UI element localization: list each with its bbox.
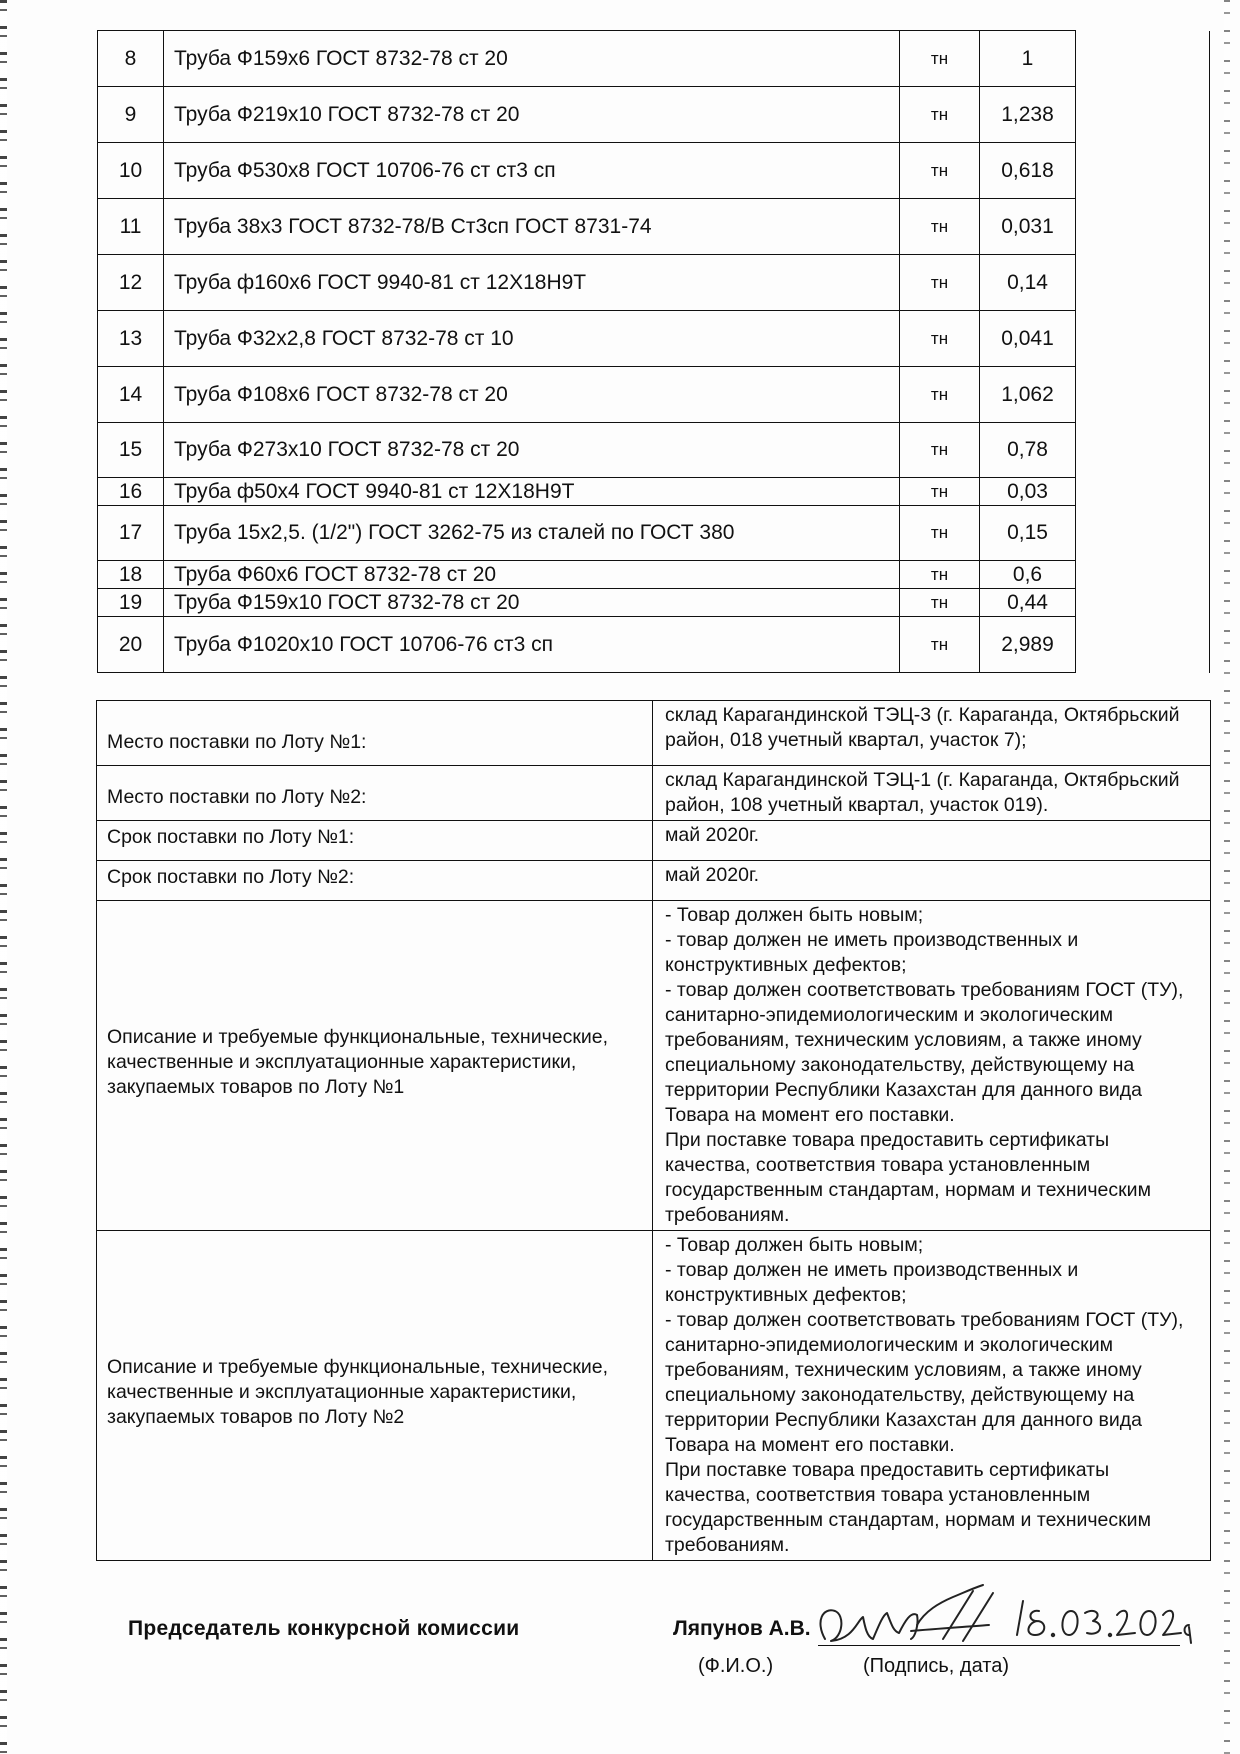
empty-cell <box>1076 87 1210 143</box>
req-standards: - товар должен соответствовать требованиям ГОСТ (ТУ), санитарно-эпидемиологическим и экологическим требованиям, техническим условиям, а также иному специальному законодательству, действующему на территории Республики Казахстан для данного вида Товара на момент его поставки. <box>665 1309 1184 1456</box>
item-name: Труба Ф108х6 ГОСТ 8732-78 ст 20 <box>164 367 900 423</box>
term-lot1-label: Срок поставки по Лоту №1: <box>97 821 653 861</box>
table-row <box>98 31 1210 87</box>
item-quantity: 2,989 <box>980 617 1076 673</box>
scan-edge-right <box>1224 0 1230 1754</box>
empty-cell <box>1076 617 1210 673</box>
table-row <box>98 561 1210 589</box>
item-unit: тн <box>900 561 980 589</box>
item-quantity: 0,618 <box>980 143 1076 199</box>
item-unit: тн <box>900 506 980 561</box>
table-row <box>98 617 1210 673</box>
item-quantity: 0,041 <box>980 311 1076 367</box>
item-number: 18 <box>98 561 164 589</box>
place-lot2-value: склад Карагандинской ТЭЦ-1 (г. Караганда, Октябрьский район, 108 учетный квартал, участок 019). <box>653 766 1211 821</box>
desc-lot2-row <box>97 1231 1211 1561</box>
item-number: 15 <box>98 423 164 478</box>
item-quantity: 0,6 <box>980 561 1076 589</box>
item-name: Труба ф160х6 ГОСТ 9940-81 ст 12Х18Н9Т <box>164 255 900 311</box>
item-number: 11 <box>98 199 164 255</box>
desc-lot1-requirements <box>653 901 1211 1231</box>
empty-cell <box>1076 561 1210 589</box>
empty-cell <box>1076 506 1210 561</box>
scan-edge-left <box>0 0 7 1754</box>
chair-name: Ляпунов А.В. <box>673 1617 811 1640</box>
table-row <box>98 87 1210 143</box>
item-unit: тн <box>900 423 980 478</box>
item-number: 17 <box>98 506 164 561</box>
desc-lot1-label: Описание и требуемые функциональные, технические, качественные и эксплуатационные характеристики, закупаемых товаров по Лоту №1 <box>97 901 653 1231</box>
place-lot1-value: склад Карагандинской ТЭЦ-3 (г. Караганда, Октябрьский район, 018 учетный квартал, участок 7); <box>653 701 1211 766</box>
item-name: Труба Ф273х10 ГОСТ 8732-78 ст 20 <box>164 423 900 478</box>
empty-cell <box>1076 589 1210 617</box>
empty-cell <box>1076 478 1210 506</box>
place-lot1-row <box>97 701 1211 766</box>
item-quantity: 0,44 <box>980 589 1076 617</box>
item-number: 10 <box>98 143 164 199</box>
item-number: 19 <box>98 589 164 617</box>
table-row <box>98 367 1210 423</box>
item-quantity: 1,238 <box>980 87 1076 143</box>
table-row <box>98 589 1210 617</box>
req-defects: - товар должен не иметь производственных и конструктивных дефектов; <box>665 1259 1079 1306</box>
commission-chair-title: Председатель конкурсной комиссии <box>128 1617 520 1640</box>
item-name: Труба Ф32х2,8 ГОСТ 8732-78 ст 10 <box>164 311 900 367</box>
item-name: Труба ф50х4 ГОСТ 9940-81 ст 12Х18Н9Т <box>164 478 900 506</box>
table-row <box>98 311 1210 367</box>
item-quantity: 0,14 <box>980 255 1076 311</box>
item-unit: тн <box>900 617 980 673</box>
table-row <box>98 255 1210 311</box>
empty-cell <box>1076 367 1210 423</box>
place-lot2-label: Место поставки по Лоту №2: <box>97 766 653 821</box>
table-row <box>98 423 1210 478</box>
item-quantity: 0,15 <box>980 506 1076 561</box>
item-number: 13 <box>98 311 164 367</box>
item-number: 12 <box>98 255 164 311</box>
delivery-conditions-table <box>96 700 1211 1561</box>
item-number: 8 <box>98 31 164 87</box>
item-unit: тн <box>900 367 980 423</box>
item-quantity: 0,03 <box>980 478 1076 506</box>
item-unit: тн <box>900 255 980 311</box>
place-lot2-row <box>97 766 1211 821</box>
item-name: Труба Ф219х10 ГОСТ 8732-78 ст 20 <box>164 87 900 143</box>
signature-block <box>128 1605 1218 1695</box>
item-unit: тн <box>900 87 980 143</box>
item-unit: тн <box>900 199 980 255</box>
req-new: - Товар должен быть новым; <box>665 904 924 926</box>
term-lot2-label: Срок поставки по Лоту №2: <box>97 861 653 901</box>
item-unit: тн <box>900 311 980 367</box>
empty-cell <box>1076 311 1210 367</box>
item-quantity: 0,78 <box>980 423 1076 478</box>
req-certs: При поставке товара предоставить сертификаты качества, соответствия товара установленным государственным стандартам, нормам и техническим требованиям. <box>665 1129 1151 1226</box>
desc-lot1-row <box>97 901 1211 1231</box>
desc-lot2-requirements <box>653 1231 1211 1561</box>
item-name: Труба 38х3 ГОСТ 8732-78/В Ст3сп ГОСТ 8731-74 <box>164 199 900 255</box>
table-row <box>98 199 1210 255</box>
item-name: Труба Ф1020х10 ГОСТ 10706-76 ст3 сп <box>164 617 900 673</box>
place-lot1-label: Место поставки по Лоту №1: <box>97 701 653 766</box>
req-new: - Товар должен быть новым; <box>665 1234 924 1256</box>
item-unit: тн <box>900 478 980 506</box>
empty-cell <box>1076 255 1210 311</box>
handwritten-signature-and-date <box>813 1581 1193 1651</box>
req-certs: При поставке товара предоставить сертификаты качества, соответствия товара установленным государственным стандартам, нормам и техническим требованиям. <box>665 1459 1151 1556</box>
item-quantity: 1 <box>980 31 1076 87</box>
table-row <box>98 143 1210 199</box>
item-name: Труба 15х2,5. (1/2") ГОСТ 3262-75 из сталей по ГОСТ 380 <box>164 506 900 561</box>
term-lot1-value: май 2020г. <box>653 821 1211 861</box>
term-lot1-row <box>97 821 1211 861</box>
item-quantity: 0,031 <box>980 199 1076 255</box>
table-row <box>98 478 1210 506</box>
signature-caption: (Подпись, дата) <box>863 1655 1009 1677</box>
empty-cell <box>1076 31 1210 87</box>
item-name: Труба Ф159х6 ГОСТ 8732-78 ст 20 <box>164 31 900 87</box>
empty-cell <box>1076 423 1210 478</box>
item-number: 16 <box>98 478 164 506</box>
pipe-items-table <box>97 30 1210 673</box>
item-quantity: 1,062 <box>980 367 1076 423</box>
item-number: 14 <box>98 367 164 423</box>
item-name: Труба Ф60х6 ГОСТ 8732-78 ст 20 <box>164 561 900 589</box>
item-number: 20 <box>98 617 164 673</box>
term-lot2-row <box>97 861 1211 901</box>
item-unit: тн <box>900 31 980 87</box>
item-number: 9 <box>98 87 164 143</box>
fio-caption: (Ф.И.О.) <box>698 1655 774 1677</box>
item-name: Труба Ф530х8 ГОСТ 10706-76 ст ст3 сп <box>164 143 900 199</box>
table-row <box>98 506 1210 561</box>
req-standards: - товар должен соответствовать требованиям ГОСТ (ТУ), санитарно-эпидемиологическим и экологическим требованиям, техническим условиям, а также иному специальному законодательству, действующему на территории Республики Казахстан для данного вида Товара на момент его поставки. <box>665 979 1184 1126</box>
item-unit: тн <box>900 143 980 199</box>
req-defects: - товар должен не иметь производственных и конструктивных дефектов; <box>665 929 1079 976</box>
empty-cell <box>1076 199 1210 255</box>
item-unit: тн <box>900 589 980 617</box>
empty-cell <box>1076 143 1210 199</box>
term-lot2-value: май 2020г. <box>653 861 1211 901</box>
item-name: Труба Ф159х10 ГОСТ 8732-78 ст 20 <box>164 589 900 617</box>
desc-lot2-label: Описание и требуемые функциональные, технические, качественные и эксплуатационные характеристики, закупаемых товаров по Лоту №2 <box>97 1231 653 1561</box>
handwritten-date <box>1017 1601 1191 1643</box>
